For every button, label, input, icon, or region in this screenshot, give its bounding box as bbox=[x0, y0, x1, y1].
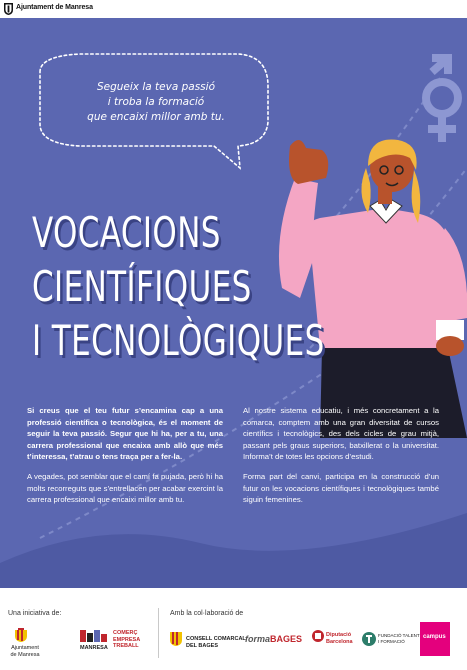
logo-text: I FORMACIÓ bbox=[378, 638, 405, 644]
logo-text: CONSELL COMARCAL bbox=[186, 636, 246, 642]
top-bar bbox=[0, 0, 467, 18]
consell-crest-icon bbox=[170, 632, 182, 646]
logo-text: TREBALL bbox=[113, 643, 139, 649]
footer-divider bbox=[158, 608, 159, 658]
bubble-line: Segueix la teva passió bbox=[96, 81, 215, 93]
body-paragraph: Al nostre sistema educatiu, i més concretament a la comarca, comptem amb una gran diversitat de cursos científics i tecnològics, des dels cicles de grau mitjà, passant pels graus superiors, batxillerat o la universitat. Informa’t de totes les opcions d’estudi. bbox=[243, 406, 439, 462]
footer bbox=[0, 588, 467, 670]
poster-title bbox=[32, 206, 325, 368]
collaboration-label: Amb la col·laboració de bbox=[170, 610, 244, 617]
diputacio-icon bbox=[312, 630, 324, 642]
logo-text: Ajuntament bbox=[11, 645, 39, 651]
logo-consell bbox=[186, 636, 246, 649]
logo-diputacio bbox=[326, 632, 353, 645]
logo-comerc bbox=[113, 630, 140, 650]
body-paragraph: Forma part del canvi, participa en la construcció d’un futur on les vocacions científiques i tecnològiques també siguin femenines. bbox=[243, 471, 439, 505]
intro-paragraph: Si creus que el teu futur s’encamina cap a una professió científica o tecnològica, és el moment de seguir la teva passió. Segur que hi ha, per a tu, una carrera professional que encaixa amb allò que més t’interessa, t’atrau o tens traça per a fer-la. bbox=[27, 406, 223, 462]
logo-text: de Manresa bbox=[10, 651, 40, 658]
logo-fundacio bbox=[378, 633, 420, 644]
text-column-left bbox=[27, 405, 223, 514]
logo-text: Barcelona bbox=[326, 638, 353, 645]
logo-formabages bbox=[245, 634, 302, 644]
body-paragraph: A vegades, pot semblar que el camí fa pujada, però hi ha molts recorreguts que s’entrellacen per acabar exercint la carrera professional que encaixi millor amb tu. bbox=[27, 471, 223, 505]
text-column-right bbox=[243, 405, 439, 514]
logo-text: COMERÇ bbox=[113, 630, 138, 636]
fundacio-icon bbox=[362, 632, 376, 646]
logo-text: FUNDACIÓ TALENT bbox=[378, 633, 420, 638]
logo-text: DEL BAGES bbox=[186, 642, 218, 649]
campus-logo bbox=[420, 622, 450, 656]
ribbon-wave bbox=[0, 513, 467, 588]
logo-text: Diputació bbox=[326, 632, 352, 638]
header-brand: Ajuntament de Manresa bbox=[16, 4, 93, 11]
title-line: I TECNOLÒGIQUES bbox=[32, 316, 325, 365]
logo-manresa: MANRESA bbox=[80, 645, 108, 651]
logo-text: EMPRESA bbox=[113, 636, 141, 643]
bubble-line: i troba la formació bbox=[107, 96, 205, 108]
manresa-blocks-icon bbox=[80, 630, 110, 642]
logo-ajuntament bbox=[8, 645, 42, 658]
initiative-label: Una iniciativa de: bbox=[8, 610, 62, 617]
title-line: CIENTÍFIQUES bbox=[32, 262, 252, 311]
female-symbol-icon bbox=[426, 58, 458, 142]
logo-text: BAGES bbox=[270, 634, 303, 644]
bubble-text bbox=[56, 80, 256, 125]
ajuntament-crest-icon bbox=[15, 628, 27, 642]
logo-text: campus bbox=[423, 634, 446, 640]
title-line: VOCACIONS bbox=[32, 208, 221, 257]
logo-text: forma bbox=[245, 634, 271, 644]
bubble-line: que encaixi millor amb tu. bbox=[87, 111, 225, 123]
ajuntament-shield-icon bbox=[4, 3, 13, 15]
